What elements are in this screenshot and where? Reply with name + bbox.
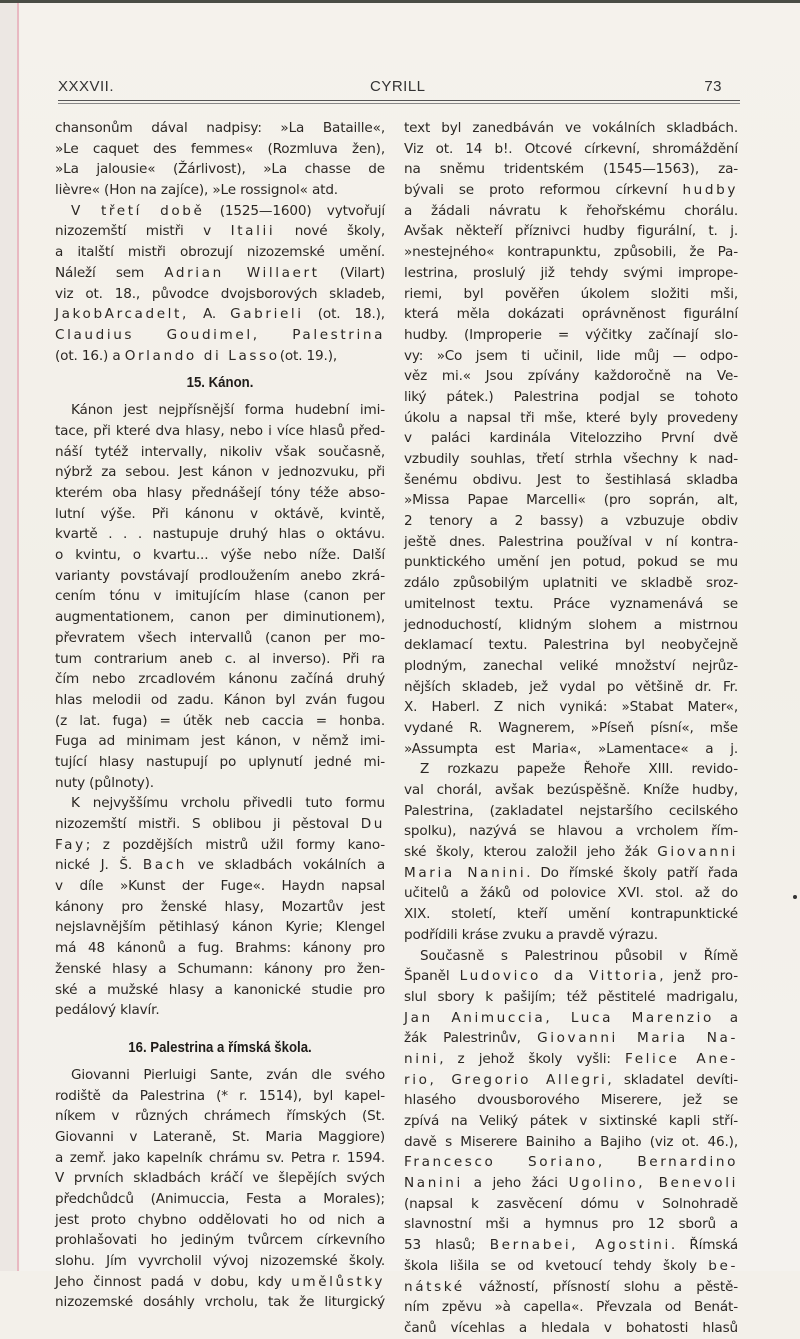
text-line: punktického umění jen potud, pokud se mu bbox=[404, 554, 738, 571]
text-line: má 48 kánonů a fug. Brahms: kánony pro bbox=[55, 940, 385, 957]
spaced-name: Giovanni bbox=[657, 844, 738, 861]
text-run: Náleží sem bbox=[55, 264, 165, 281]
text-line: čím nebo zrcadlovém kánonu začíná druhý bbox=[55, 671, 385, 688]
text-run: 53 hlasů; bbox=[404, 1237, 490, 1254]
text-line: v paláci kardinála Vitelozziho První dvě bbox=[404, 430, 738, 447]
running-title: CYRILL bbox=[370, 78, 426, 95]
text-line: lièvre« (Hon na zajíce), »Le rossignol« atd. bbox=[55, 182, 338, 199]
text-line: hudby. (Improperie = výčitky začínají slo- bbox=[404, 326, 738, 343]
spaced-name: Fay bbox=[55, 836, 86, 853]
text-run: škola lišila se od kvetoucí tehdy školy bbox=[404, 1257, 709, 1274]
text-line bbox=[55, 325, 385, 346]
text-run: , jenž pro- bbox=[659, 968, 738, 985]
text-line: na sněmu tridentském (1545—1563), za- bbox=[404, 161, 738, 178]
text-line: Giovanni Pierluigi Sante, zván dle svého bbox=[71, 1066, 385, 1083]
text-line: ské a mužské hlasy a kanonické studie pro bbox=[55, 981, 385, 998]
text-line: val chorál, avšak bezúspěšně. Kníže hudby, bbox=[404, 782, 738, 798]
text-line: (napsal k zasvěcení dómu v Solnohradě bbox=[404, 1195, 738, 1212]
text-line: zdálo způsobilým uplatniti ve skladbě sroz- bbox=[404, 575, 738, 592]
text-run: ve skladbách vokálních a bbox=[187, 857, 385, 874]
text-line: věz mi.« Jsou zpívány každoročně na Ve- bbox=[404, 368, 738, 385]
text-line: davě s Miserere Bainiho a Bajiho (viz ot. 46.), bbox=[404, 1133, 738, 1150]
section-heading: 16. Palestrina a římská škola. bbox=[128, 1038, 312, 1056]
text-line: nýbrž za sebou. Jest kánon v jednozvuku, při bbox=[55, 464, 385, 481]
spaced-name: Felice Ane- bbox=[625, 1050, 739, 1067]
text-run: (ot. 16.) a bbox=[55, 347, 125, 364]
spaced-name: Maria Nanini bbox=[404, 864, 527, 881]
text-line: vzbudily souhlas, třetí strhla všechny k nad- bbox=[404, 451, 738, 467]
text-line bbox=[55, 346, 385, 367]
text-run: a jeho žáci bbox=[462, 1175, 569, 1192]
spaced-name: Bernabei, Agostini bbox=[489, 1237, 671, 1254]
text-run: Jeho činnost padá v dobu, kdy bbox=[55, 1273, 292, 1290]
text-run: vážností, přísností slohu a pěstě- bbox=[464, 1278, 738, 1295]
text-run: žák Palestrinův, bbox=[404, 1030, 538, 1047]
text-line: tující hlasy nastupují po uplynutí jedné mi- bbox=[55, 753, 385, 770]
text-line: nuty (půlnoty). bbox=[55, 774, 154, 791]
text-run: (Vilart) bbox=[319, 264, 385, 281]
text-line: kvartě . . . nastupuje druhý hlas o oktávu. bbox=[55, 526, 385, 543]
text-run: ské školy, kterou založil jeho žák bbox=[404, 844, 658, 861]
text-line: Giovanni v Lateraně, St. Maria Maggiore) bbox=[55, 1128, 385, 1145]
text-line bbox=[404, 842, 738, 863]
spaced-name: rio, Gregorio Allegri bbox=[404, 1071, 608, 1088]
text-line bbox=[55, 263, 385, 284]
text-line: slavnostní mši a hymnus pro 12 sborů a bbox=[404, 1216, 738, 1233]
text-line: jednoduchostí, klidným slohem a mistrnou bbox=[404, 616, 738, 633]
text-run: , skladatel devíti- bbox=[607, 1071, 738, 1088]
text-line bbox=[404, 1008, 738, 1029]
spaced-name: Ludovico da Vittoria bbox=[459, 968, 660, 985]
text-run: nické J. Š. bbox=[55, 857, 143, 874]
spaced-name: JakobArcadelt, bbox=[55, 306, 189, 323]
text-line bbox=[404, 1152, 738, 1173]
text-line: text byl zanedbáván ve vokálních skladbách. bbox=[404, 120, 738, 136]
text-line bbox=[55, 221, 385, 242]
text-line: umitelnost textu. Práce vyznamenává se bbox=[404, 595, 738, 612]
text-line bbox=[404, 180, 738, 201]
text-line: augmentationem, canon per diminutionem), bbox=[55, 609, 385, 626]
text-line bbox=[55, 201, 385, 222]
text-line: hlasého dvousborového Miserere, jež se bbox=[404, 1092, 738, 1109]
text-line: a italští mistři obrozují nizozemské umění. bbox=[55, 244, 385, 261]
right-column bbox=[404, 118, 738, 1339]
text-line: Kánon jest nejpřísnější forma hudební imi- bbox=[71, 402, 385, 419]
text-line: šenému obdivu. Jest to šestihlasá skladba bbox=[404, 471, 738, 488]
text-line bbox=[55, 835, 385, 856]
spaced-name: Bach bbox=[142, 857, 188, 874]
text-line: chansonům dával nadpisy: »La Bataille«, bbox=[55, 120, 385, 136]
chapter-numeral: XXXVII. bbox=[58, 78, 115, 95]
spaced-name: Italii bbox=[230, 223, 276, 240]
text-line: o kvintu, o kvartu... výše nebo níže. Další bbox=[55, 547, 385, 564]
text-line: která měla dokázati oprávněnost figurální bbox=[404, 306, 738, 323]
text-line: a zemř. jako kapelník chrámu sv. Petra r. 1594. bbox=[55, 1149, 385, 1166]
text-line: nizozemské dosáhly vrcholu, tak že liturgický bbox=[55, 1294, 385, 1311]
text-run: . Do římské školy patří řada bbox=[526, 864, 739, 881]
text-line: cením tónu v imitujícím hlase (canon per bbox=[55, 588, 385, 605]
text-line: Z rozkazu papeže Řehoře XIII. revido- bbox=[420, 761, 738, 778]
text-run: a bbox=[713, 1009, 738, 1026]
text-line: ještě dnes. Palestrina používal v ní kontra- bbox=[404, 533, 738, 550]
text-line: slohu. Jím vyvrcholil vývoj nizozemské školy. bbox=[55, 1253, 385, 1270]
spaced-name: hudby bbox=[682, 182, 738, 199]
text-run: A. bbox=[188, 306, 231, 323]
text-run: (ot. 19.), bbox=[279, 347, 338, 364]
text-line: učitelů a žáků od polovice XVI. stol. až do bbox=[404, 885, 738, 902]
section-gap bbox=[55, 1021, 385, 1031]
text-line: Fuga ad minimam jest kánon, v němž imi- bbox=[55, 733, 385, 750]
spaced-name: umělůstky bbox=[291, 1273, 385, 1290]
text-line: »Le caquet des femmes« (Rozmluva žen), bbox=[55, 140, 385, 157]
text-line: úkolu a napsal tři mše, které byly provedeny bbox=[404, 409, 738, 426]
text-line: X. Haberl. Z nich vyniká: »Stabat Mater«, bbox=[404, 699, 738, 716]
text-line: ním zpěvu »à capella«. Převzala od Benát- bbox=[404, 1299, 738, 1316]
text-run: (ot. 18.), bbox=[303, 306, 385, 323]
text-line bbox=[404, 1070, 738, 1091]
text-line: nějších skladeb, jež vydal po většině dr. Fr. bbox=[404, 678, 738, 695]
text-line: 2 tenory a 2 bassy) a vzbuzuje obdiv bbox=[404, 513, 738, 530]
text-line bbox=[404, 1173, 738, 1194]
page-number: 73 bbox=[704, 78, 722, 95]
text-line bbox=[404, 1028, 738, 1049]
text-line: jest proto chybno oddělovati ho od nich a bbox=[55, 1211, 385, 1228]
text-line: vydané R. Wagnerem, »Píseň písní«, mše bbox=[404, 719, 738, 736]
text-line: vy: »Co jsem ti učinil, lide můj — odpo- bbox=[404, 347, 738, 364]
text-line bbox=[404, 1235, 738, 1256]
text-line: lestrina, proslulý již tehdy svými imprope- bbox=[404, 264, 738, 281]
scan-left-strip bbox=[0, 0, 17, 1271]
text-line: pedálový klavír. bbox=[55, 1002, 160, 1019]
text-line: Současně s Palestrinou působil v Římě bbox=[420, 947, 738, 964]
text-line: předchůdců (Animuccia, Festa a Morales); bbox=[55, 1191, 385, 1207]
text-run: nizozemští mistři. S oblibou ji pěstoval bbox=[55, 816, 361, 832]
text-run: . Římská bbox=[670, 1237, 738, 1254]
text-line: »La jalousie« (Žárlivost), »La chasse de bbox=[55, 161, 385, 178]
text-line bbox=[55, 855, 385, 876]
text-line: nejslavnějším pětihlasý kánon Kyrie; Klengel bbox=[55, 919, 385, 936]
text-line bbox=[404, 863, 738, 884]
spaced-name: Orlando di Lasso bbox=[124, 347, 280, 364]
text-line: převratem všech intervallů (canon per mo- bbox=[55, 629, 385, 646]
scan-margin-line bbox=[17, 0, 19, 1271]
text-line bbox=[55, 814, 385, 835]
text-line: náší tytéž intervally, nikoliv však současně, bbox=[55, 443, 385, 460]
text-line: Avšak někteří příznivci hudby figurální, t. j. bbox=[404, 223, 738, 240]
scan-speck bbox=[793, 895, 797, 899]
text-line: ženské hlasy a Schumann: kánony pro žen- bbox=[55, 960, 385, 977]
text-line: »Assumpta est Maria«, »Lamentace« a j. bbox=[404, 740, 738, 757]
text-line: tum contrarium aneb c. al inverso). Při ra bbox=[55, 650, 385, 667]
text-run: nové školy, bbox=[275, 223, 385, 240]
text-line bbox=[404, 1277, 738, 1298]
text-run: Španěl bbox=[404, 968, 460, 985]
left-column bbox=[55, 118, 385, 1313]
spaced-name: Nanini bbox=[404, 1175, 463, 1192]
spaced-name: Jan Animuccia, Luca Marenzio bbox=[404, 1009, 714, 1026]
text-line bbox=[404, 1049, 738, 1070]
text-line: spolku), nazývá se hlavou a vrcholem řím- bbox=[404, 823, 738, 840]
text-line: »nestejného« kontrapunktu, způsobili, že Pa- bbox=[404, 244, 738, 261]
text-line: varianty povstávají prodloužením anebo zkrá- bbox=[55, 567, 385, 584]
text-line: čanů vícehlas a hledala v bohatosti hlasů bbox=[404, 1319, 738, 1336]
text-line bbox=[55, 1272, 385, 1293]
text-line: XIX. století, kteří umění kontrapunktické bbox=[404, 906, 738, 923]
text-line bbox=[404, 1256, 738, 1277]
text-line: deklamací textu. Palestrina byl neobyčejně bbox=[404, 637, 738, 654]
spaced-name: Francesco Soriano, Bernardino bbox=[404, 1154, 738, 1171]
text-line: prohlašovati ho jediným tvůrcem církevního bbox=[55, 1232, 385, 1249]
spaced-name: Giovanni Maria Na- bbox=[537, 1030, 738, 1047]
text-line: kánony pro ženské hlasy, Mozartův jest bbox=[55, 898, 385, 915]
spaced-name: V třetí době bbox=[71, 202, 205, 219]
spaced-name: be- bbox=[708, 1257, 738, 1274]
text-run: bývali se proto reformou církevní bbox=[404, 182, 683, 199]
text-line: v díle »Kunst der Fuge«. Haydn napsal bbox=[55, 878, 385, 895]
text-line: Palestrina, (zakladatel nejstaršího cecilského bbox=[404, 802, 738, 819]
spaced-name: Claudius Goudimel, Palestrina bbox=[55, 326, 385, 343]
spaced-name: nini bbox=[404, 1050, 440, 1067]
text-line: liký pátek.) Palestrina podjal se tohoto bbox=[404, 388, 738, 405]
text-line: V prvních skladbách kráčí ve šlepějích svých bbox=[55, 1170, 385, 1187]
text-line: Viz ot. 14 b!. Otcové církevní, shromáždění bbox=[404, 140, 738, 157]
text-line bbox=[404, 966, 738, 987]
text-line bbox=[55, 304, 385, 325]
spaced-name: Adrian Willaert bbox=[164, 264, 320, 281]
text-line: riemi, byl pověřen úkolem složiti mši, bbox=[404, 285, 738, 302]
spaced-name: Du bbox=[360, 816, 385, 832]
text-line: viz ot. 18., původce dvojsborových skladeb, bbox=[55, 285, 385, 302]
section-heading: 15. Kánon. bbox=[186, 374, 254, 392]
text-line: zpívá na Veliký pátek v sixtinské kapli stří- bbox=[404, 1113, 738, 1129]
text-line: »Missa Papae Marcelli« (pro soprán, alt, bbox=[404, 492, 738, 509]
running-header bbox=[58, 78, 738, 100]
text-line: plodným, zanechal veliké množství nejrůz- bbox=[404, 657, 738, 674]
text-line: a žádali návratu k řehořskému chorálu. bbox=[404, 202, 738, 219]
text-line: (z lat. fuga) = útěk neb caccia = honba. bbox=[55, 712, 385, 729]
text-line: níkem v různých chrámech římských (St. bbox=[55, 1108, 385, 1125]
text-line: podřídili kráse zvuku a pravdě výrazu. bbox=[404, 926, 658, 943]
spaced-name: Gabrieli bbox=[230, 306, 304, 323]
text-line: K nejvyššímu vrcholu přivedli tuto formu bbox=[71, 795, 385, 812]
header-rule-bottom bbox=[58, 103, 740, 104]
text-run: , z jehož školy vyšli: bbox=[439, 1050, 626, 1067]
text-line: slul sbory k pašijím; též pěstitelé madrigalu, bbox=[404, 988, 738, 1005]
text-line: rodiště da Palestrina (* r. 1514), byl kapel- bbox=[55, 1087, 385, 1104]
text-line: tace, při které dva hlasy, nebo i více hlasů před- bbox=[55, 422, 385, 439]
text-run: nizozemští mistři v bbox=[55, 223, 231, 240]
text-run: ; z pozdějších mistrů užil formy kano- bbox=[85, 836, 385, 853]
text-line: kterém oba hlasy přednášejí tóny téže abso- bbox=[55, 485, 385, 501]
header-rule-top bbox=[58, 100, 740, 101]
text-line: lutní výše. Při kánonu v oktávě, kvintě, bbox=[55, 505, 385, 522]
text-run: (1525—1600) vytvořují bbox=[204, 202, 385, 219]
spaced-name: nátské bbox=[404, 1278, 465, 1295]
text-line: hlas melodii od zadu. Kánon byl zván fugou bbox=[55, 691, 385, 708]
spaced-name: Ugolino, Benevoli bbox=[568, 1175, 738, 1192]
